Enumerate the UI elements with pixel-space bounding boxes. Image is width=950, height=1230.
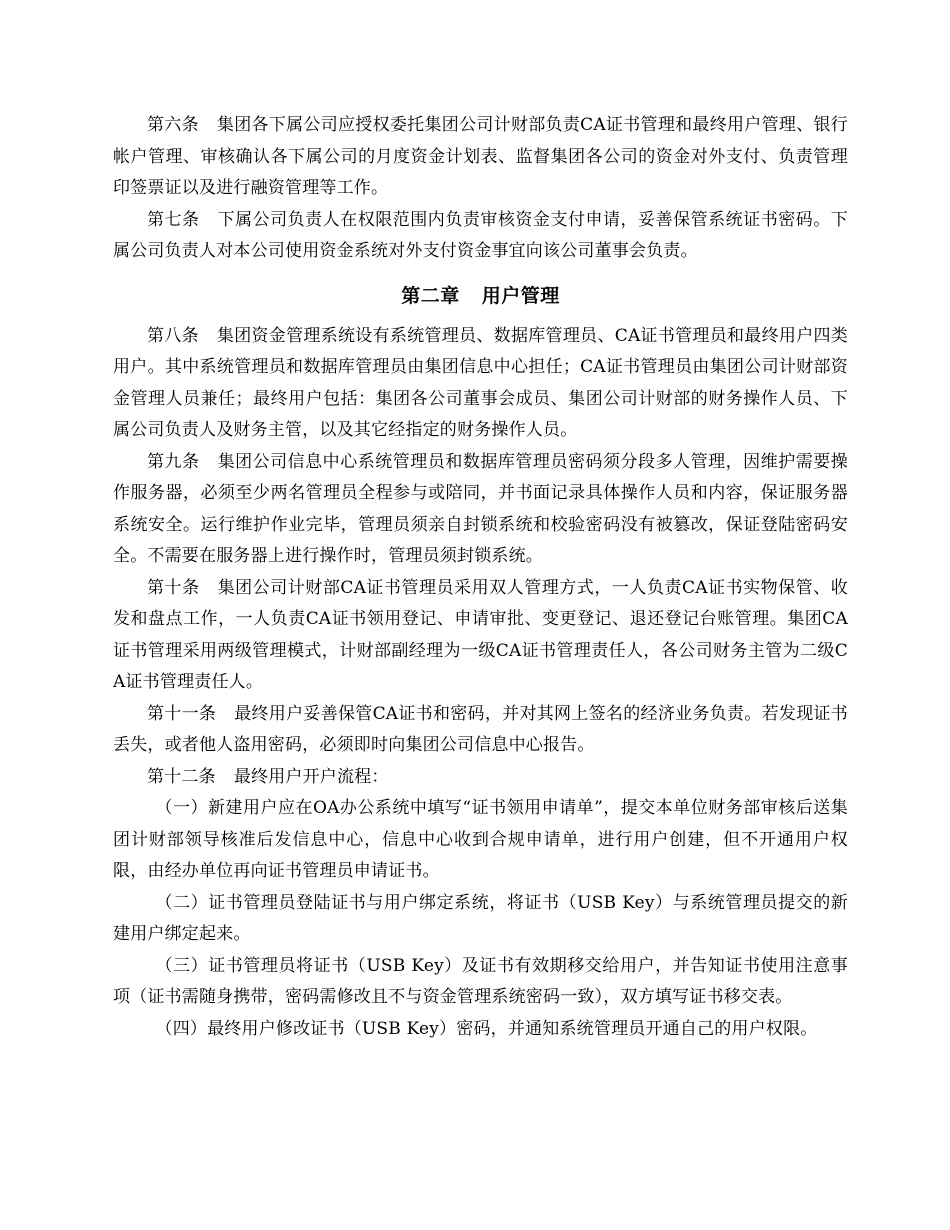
article-number: 第八条 xyxy=(147,325,199,346)
procedure-item: （四）最终用户修改证书（USB Key）密码，并通知系统管理员开通自己的用户权限。 xyxy=(155,1018,818,1039)
article-text: 集团公司计财部CA证书管理员采用双人管理方式，一人负责CA证书实物保管、收发和盘点工作，一人负责CA证书领用登记、申请审批、变更登记、退还登记台账管理。集团CA证书管理采用两级管理模式，计财部副经理为一级CA证书管理责任人，各公司财务主管为二级CA证书管理责任人。 xyxy=(113,577,848,692)
chapter-heading xyxy=(113,281,848,311)
article-11 xyxy=(113,699,848,762)
article-number: 第十二条 xyxy=(147,766,216,787)
document-body xyxy=(113,110,848,1045)
article-12 xyxy=(113,762,848,794)
article-number: 第十一条 xyxy=(147,703,217,724)
article-text: 最终用户开户流程： xyxy=(233,766,389,787)
article-number: 第九条 xyxy=(147,451,200,472)
article-9 xyxy=(113,447,848,573)
procedure-item: （一）新建用户应在OA办公系统中填写“证书领用申请单”，提交本单位财务部审核后送集团计财部领导核准后发信息中心，信息中心收到合规申请单，进行用户创建，但不开通用户权限，由经办单位再向证书管理员申请证书。 xyxy=(113,798,848,881)
chapter-number: 第二章 xyxy=(401,284,460,307)
article-number: 第六条 xyxy=(147,115,199,135)
article-text: 下属公司负责人在权限范围内负责审核资金支付申请，妥善保管系统证书密码。下属公司负责人对本公司使用资金系统对外支付资金事宜向该公司董事会负责。 xyxy=(113,209,848,261)
article-text: 集团各下属公司应授权委托集团公司计财部负责CA证书管理和最终用户管理、银行帐户管理、审核确认各下属公司的月度资金计划表、监督集团各公司的资金对外支付、负责管理印签票证以及进行融资管理等工作。 xyxy=(113,115,848,198)
procedure-item: （三）证书管理员将证书（USB Key）及证书有效期移交给用户，并告知证书使用注意事项（证书需随身携带，密码需修改且不与资金管理系统密码一致），双方填写证书移交表。 xyxy=(113,955,848,1007)
article-6 xyxy=(113,110,848,205)
article-7 xyxy=(113,205,848,268)
article-text: 最终用户妥善保管CA证书和密码，并对其网上签名的经济业务负责。若发现证书丢失，或者他人盗用密码，必须即时向集团公司信息中心报告。 xyxy=(113,703,848,755)
article-text: 集团资金管理系统设有系统管理员、数据库管理员、CA证书管理员和最终用户四类用户。其中系统管理员和数据库管理员由集团信息中心担任；CA证书管理员由集团公司计财部资金管理人员兼任；最终用户包括：集团各公司董事会成员、集团公司计财部的财务操作人员、下属公司负责人及财务主管，以及其它经指定的财务操作人员。 xyxy=(113,325,848,440)
chapter-title: 用户管理 xyxy=(481,284,560,307)
article-8 xyxy=(113,321,848,447)
procedure-list xyxy=(113,793,848,1045)
procedure-item: （二）证书管理员登陆证书与用户绑定系统，将证书（USB Key）与系统管理员提交的新建用户绑定起来。 xyxy=(113,892,848,944)
article-10 xyxy=(113,573,848,699)
article-number: 第十条 xyxy=(147,577,200,598)
article-text: 集团公司信息中心系统管理员和数据库管理员密码须分段多人管理，因维护需要操作服务器，必须至少两名管理员全程参与或陪同，并书面记录具体操作人员和内容，保证服务器系统安全。运行维护作业完毕，管理员须亲自封锁系统和校验密码没有被篡改，保证登陆密码安全。不需要在服务器上进行操作时，管理员须封锁系统。 xyxy=(113,451,848,566)
article-number: 第七条 xyxy=(147,209,200,230)
